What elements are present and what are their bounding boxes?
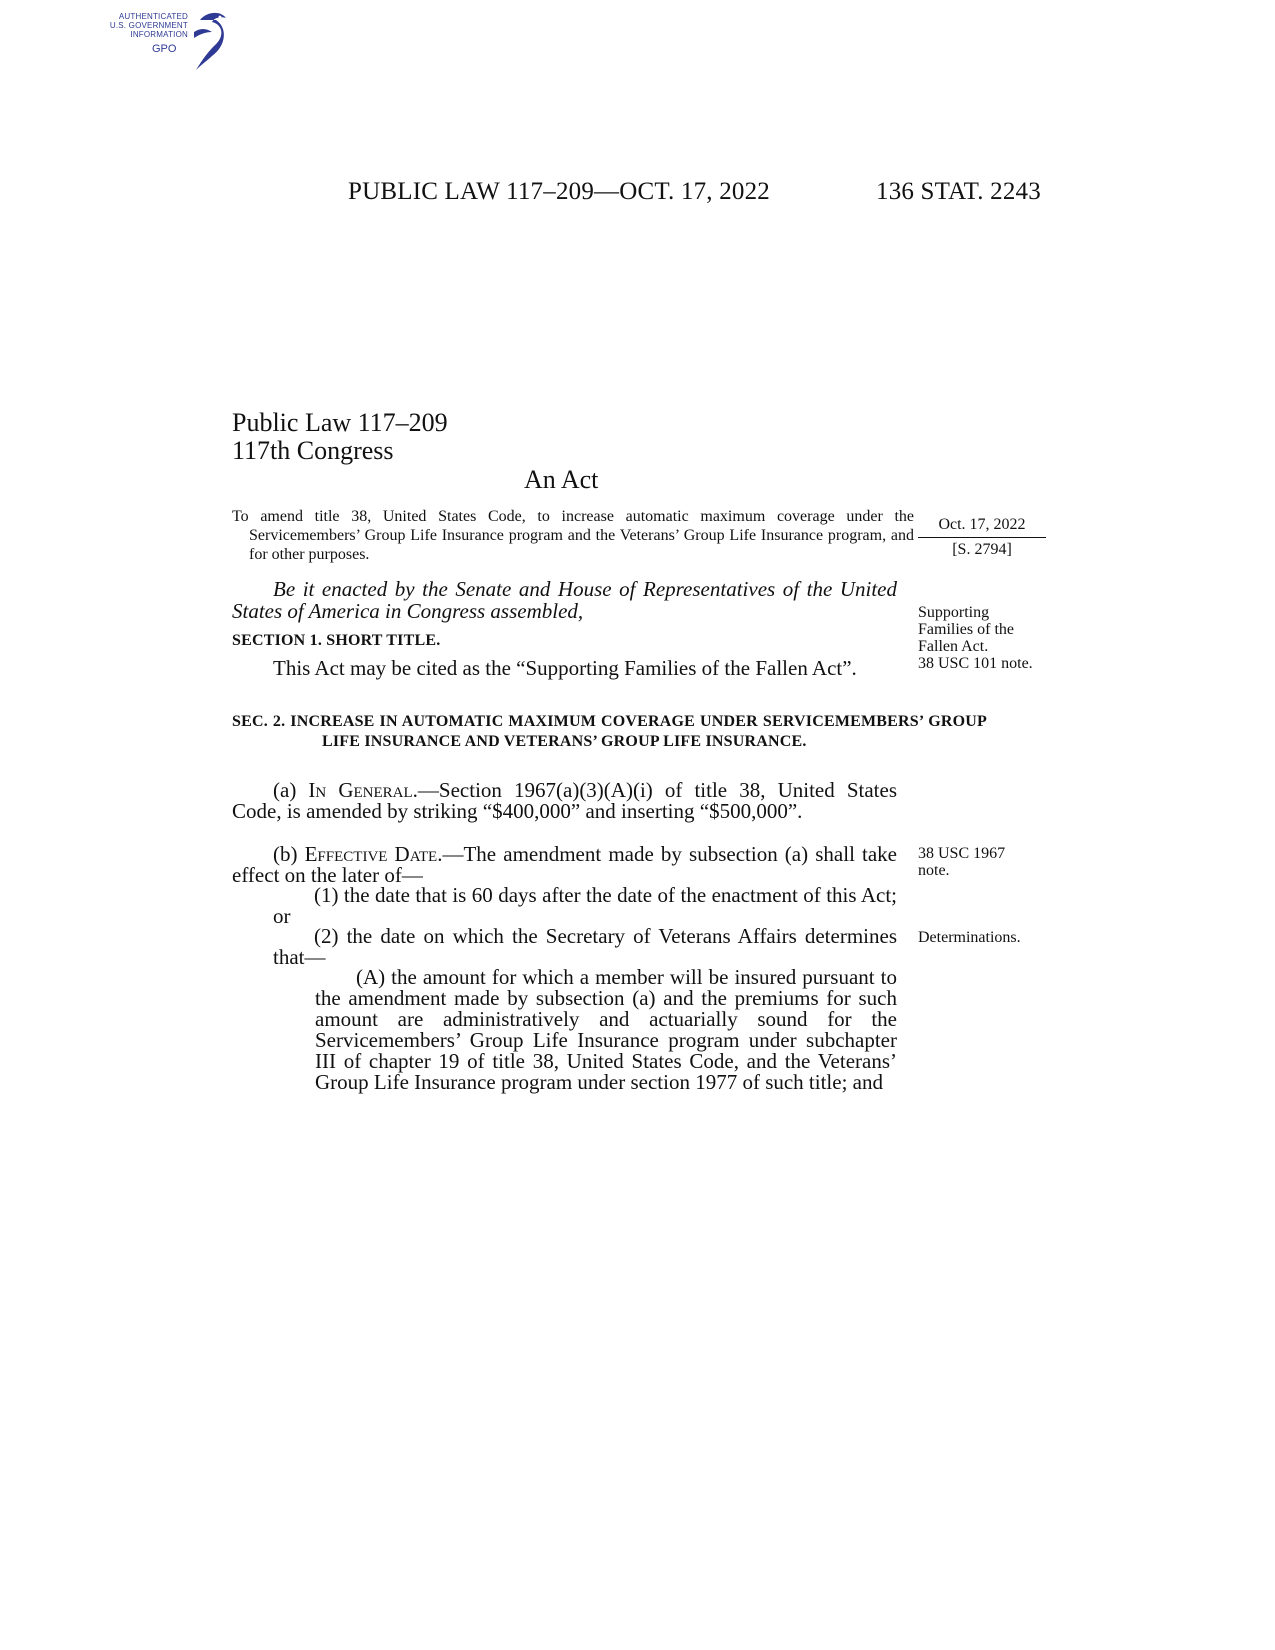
bill-number: [S. 2794] [952, 541, 1012, 558]
date-block [918, 516, 1046, 559]
purpose-clause: To amend title 38, United States Code, to increase automatic maximum coverage under the Servicemembers’ Group Life Insurance program and the Veterans’ Group Life Insurance program, and for other purposes. [232, 508, 914, 563]
margin-note-short-title [918, 604, 1068, 672]
paragraph-1: (1) the date that is 60 days after the date of the enactment of this Act; or [273, 883, 897, 928]
paragraph-2: (2) the date on which the Secretary of Veterans Affairs determines that— [273, 924, 897, 969]
eagle-icon [192, 10, 232, 74]
subsection-b-label: (b) [273, 842, 305, 866]
enactment-date: Oct. 17, 2022 [918, 516, 1046, 538]
subsection-b [232, 844, 897, 886]
subsection-a-heading: In General [308, 778, 413, 802]
margin-note-line: Supporting [918, 604, 990, 621]
seal-line-3: INFORMATION [130, 30, 188, 39]
seal-line-2: U.S. GOVERNMENT [109, 21, 188, 30]
margin-note-line: Families of the [918, 621, 1014, 638]
subsection-a-label: (a) [273, 778, 309, 802]
enacting-clause: Be it enacted by the Senate and House of Representatives of the United States of America in Congress assembled, [232, 577, 897, 623]
congress: 117th Congress [232, 436, 394, 465]
margin-note-usc-1967 [918, 845, 1068, 879]
running-head: PUBLIC LAW 117–209—OCT. 17, 2022 [348, 178, 770, 205]
subsection-a-text: .—Section 1967(a)(3)(A)(i) of title 38, United States Code, is amended by striking “$400,000” and inserting “$500,000”. [232, 778, 897, 823]
gpo-seal [92, 8, 232, 74]
stat-page-number: 136 STAT. 2243 [876, 178, 1041, 205]
seal-line-1: AUTHENTICATED [118, 12, 188, 21]
margin-note-line: 38 USC 1967 [918, 845, 1006, 862]
margin-note-line: note. [918, 862, 950, 879]
margin-note-line: Fallen Act. [918, 638, 989, 655]
law-number: Public Law 117–209 [232, 408, 448, 437]
section-1-heading: SECTION 1. SHORT TITLE. [232, 632, 441, 649]
seal-gpo-mark: GPO [152, 43, 177, 55]
subsection-b-text: .—The amendment made by subsection (a) shall take effect on the later of— [232, 842, 897, 887]
act-title: An Act [524, 465, 599, 494]
subsection-a [232, 780, 897, 822]
section-1-text: This Act may be cited as the “Supporting Families of the Fallen Act”. [273, 656, 857, 680]
section-2-heading: SEC. 2. INCREASE IN AUTOMATIC MAXIMUM COVERAGE UNDER SERVICEMEMBERS’ GROUP LIFE INSURANCE AND VETERANS’ GROUP LIFE INSURANCE. [232, 713, 987, 750]
margin-note-line: 38 USC 101 note. [918, 655, 1033, 672]
margin-note-determinations: Determinations. [918, 929, 1021, 946]
subsection-b-heading: Effective Date [304, 842, 438, 866]
subparagraph-a: (A) the amount for which a member will be insured pursuant to the amendment made by subsection (a) and the premiums for such amount are administratively and actuarially sound for the Servicemembers’ Group Life Insurance program under subchapter III of chapter 19 of title 38, United States Code, and the Veterans’ Group Life Insurance program under section 1977 of such title; and [315, 965, 897, 1094]
